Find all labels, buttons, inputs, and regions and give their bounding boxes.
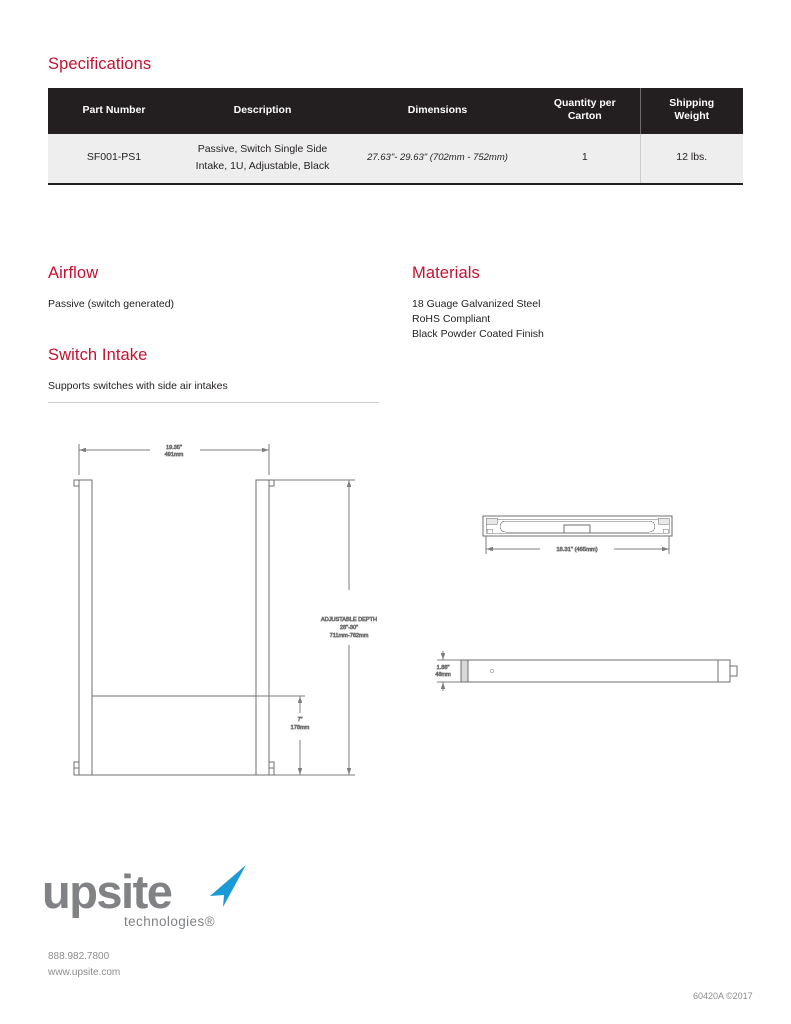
materials-item-2: Black Powder Coated Finish	[412, 327, 544, 340]
side-view-height-dimension	[437, 651, 461, 691]
materials-list	[412, 297, 752, 342]
logo-wordmark: upsite	[42, 865, 172, 918]
front-view-width-inches: 19.35"	[166, 445, 182, 451]
footer-phone: 888.982.7800	[48, 951, 110, 962]
cell-description-line1: Passive, Switch Single Side	[197, 142, 328, 155]
switch-intake-section	[48, 346, 380, 403]
airflow-section	[48, 264, 388, 312]
materials-section	[412, 264, 752, 342]
column-header-quantity-per-carton	[530, 88, 640, 134]
column-header-description: Description	[180, 88, 345, 134]
front-view-width-mm: 491mm	[164, 452, 184, 458]
footer-website[interactable]: www.upsite.com	[48, 966, 121, 978]
materials-item-0: 18 Guage Galvanized Steel	[412, 298, 541, 310]
side-view-height-inches: 1.88"	[436, 665, 450, 671]
materials-heading: Materials	[412, 264, 480, 282]
materials-item-1: RoHS Compliant	[412, 312, 491, 325]
column-header-quantity-line1: Quantity per	[553, 97, 616, 109]
logo-tagline: technologies®	[124, 914, 215, 929]
top-view-width-dimension-label: 18.31" (465mm)	[556, 547, 598, 553]
table-row	[48, 134, 743, 184]
logo-arrow-icon	[188, 862, 250, 910]
front-view-depth-mm: 711mm-762mm	[329, 633, 369, 639]
top-view-drawing	[483, 516, 672, 536]
specifications-table-body	[48, 134, 743, 184]
column-header-part-number: Part Number	[48, 88, 180, 134]
switch-intake-text: Supports switches with side air intakes	[48, 380, 228, 392]
specifications-heading: Specifications	[48, 55, 152, 73]
airflow-heading: Airflow	[48, 264, 99, 282]
column-header-shipping-line2: Weight	[674, 110, 710, 123]
front-view-depth-inches: 28"-30"	[339, 625, 359, 631]
cell-part-number: SF001-PS1	[48, 134, 180, 184]
technical-drawings	[0, 430, 791, 820]
cell-shipping-weight: 12 lbs.	[640, 134, 743, 184]
side-view-drawing	[461, 660, 737, 682]
column-header-quantity-line2: Carton	[567, 110, 602, 123]
cell-description	[180, 134, 345, 184]
switch-intake-divider	[48, 402, 379, 403]
upsite-logo	[40, 862, 270, 937]
front-view-depth-label: ADJUSTABLE DEPTH	[320, 617, 378, 623]
front-view-height-inches: 7"	[297, 717, 303, 723]
cell-dimensions: 27.63"- 29.63" (702mm - 752mm)	[345, 134, 530, 184]
footer-document-code: 60420A ©2017	[693, 991, 753, 1001]
specifications-table-header	[48, 88, 743, 134]
column-header-shipping-weight	[640, 88, 743, 134]
cell-quantity-per-carton: 1	[530, 134, 640, 184]
airflow-text: Passive (switch generated)	[48, 298, 175, 310]
column-header-shipping-line1: Shipping	[669, 97, 715, 109]
column-header-dimensions: Dimensions	[345, 88, 530, 134]
specifications-table	[48, 88, 743, 185]
front-view-height-mm: 178mm	[290, 725, 310, 731]
cell-description-line2: Intake, 1U, Adjustable, Black	[195, 159, 330, 172]
drawings-svg	[0, 430, 791, 820]
side-view-height-mm: 48mm	[435, 672, 451, 678]
table-header-row	[48, 88, 743, 134]
front-view-drawing	[74, 480, 274, 775]
switch-intake-heading: Switch Intake	[48, 346, 148, 364]
footer-contact-info	[48, 949, 120, 980]
